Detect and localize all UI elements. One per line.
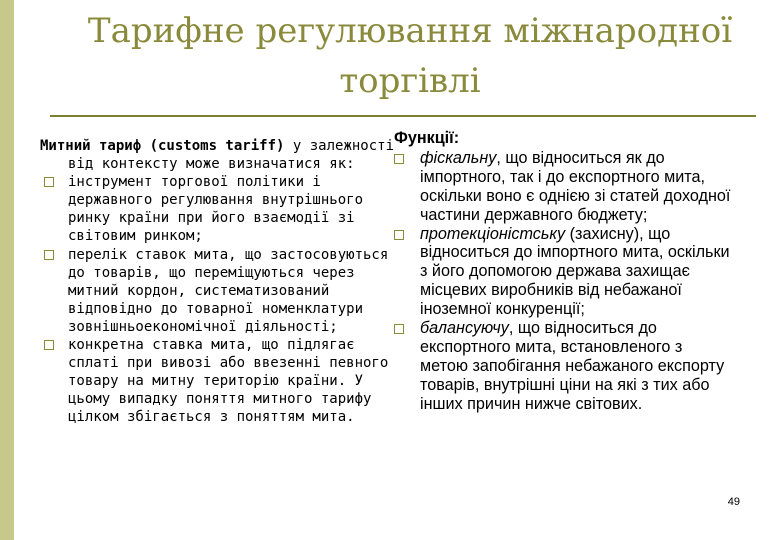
left-item-text: конкретна ставка мита, що підлягає сплаті при вивозі або ввезенні певного товару на митну територію країни. У цьому випадку поняття митного тарифу цілком збігається з поняттям мита. [68, 337, 389, 426]
square-bullet-icon [394, 230, 404, 240]
square-bullet-icon [44, 250, 54, 260]
left-list-item [40, 173, 396, 245]
function-term: протекціоністську [420, 224, 566, 243]
tariff-intro-text: у залежності від контексту може визначатися як: [68, 138, 395, 173]
function-description: (захисну), що відноситься до імпортного мита, оскільки з його допомогою держава захищає місцевих виробників від небажаної іноземної конкуренції; [420, 224, 730, 319]
square-bullet-icon [44, 177, 54, 187]
functions-heading: Функції: [394, 129, 460, 147]
square-bullet-icon [44, 340, 54, 350]
square-bullet-icon [394, 324, 404, 334]
function-list-item [394, 225, 734, 320]
left-column [40, 137, 396, 427]
title-divider [50, 115, 756, 117]
slide-sidebar-bar [0, 0, 14, 540]
left-list-item [40, 246, 396, 336]
function-description: , що відноситься до експортного мита, встановленого з метою запобігання небажаного експорту товарів, внутрішні ціни на які з тих або інших причин нижче світових. [420, 319, 725, 413]
left-item-text: перелік ставок мита, що застосовуються до товарів, що переміщуються через митний кордон, систематизований відповідно до товарної номенклатури зовнішньоекономічної діяльності; [68, 246, 389, 335]
function-term: балансуючу [420, 319, 509, 338]
square-bullet-icon [394, 154, 404, 164]
tariff-term: Митний тариф (customs tariff) [40, 138, 285, 154]
function-description: , що відноситься як до імпортного, так і до експортного мита, оскільки воно є однією зі статей доходної частини державного бюджету; [420, 148, 731, 224]
slide-title: Тарифне регулювання міжнародної торгівлі [87, 11, 733, 101]
function-list-item [394, 319, 734, 414]
tariff-definition-intro [40, 137, 396, 173]
right-column [394, 129, 734, 414]
page-number: 49 [727, 496, 740, 508]
left-list-item [40, 336, 396, 426]
function-list-item [394, 149, 734, 225]
left-item-text: інструмент торгової політики і державного регулювання внутрішнього ринку країни при його взаємодії зі світовим ринком; [68, 174, 364, 245]
function-term: фіскальну [420, 148, 497, 167]
